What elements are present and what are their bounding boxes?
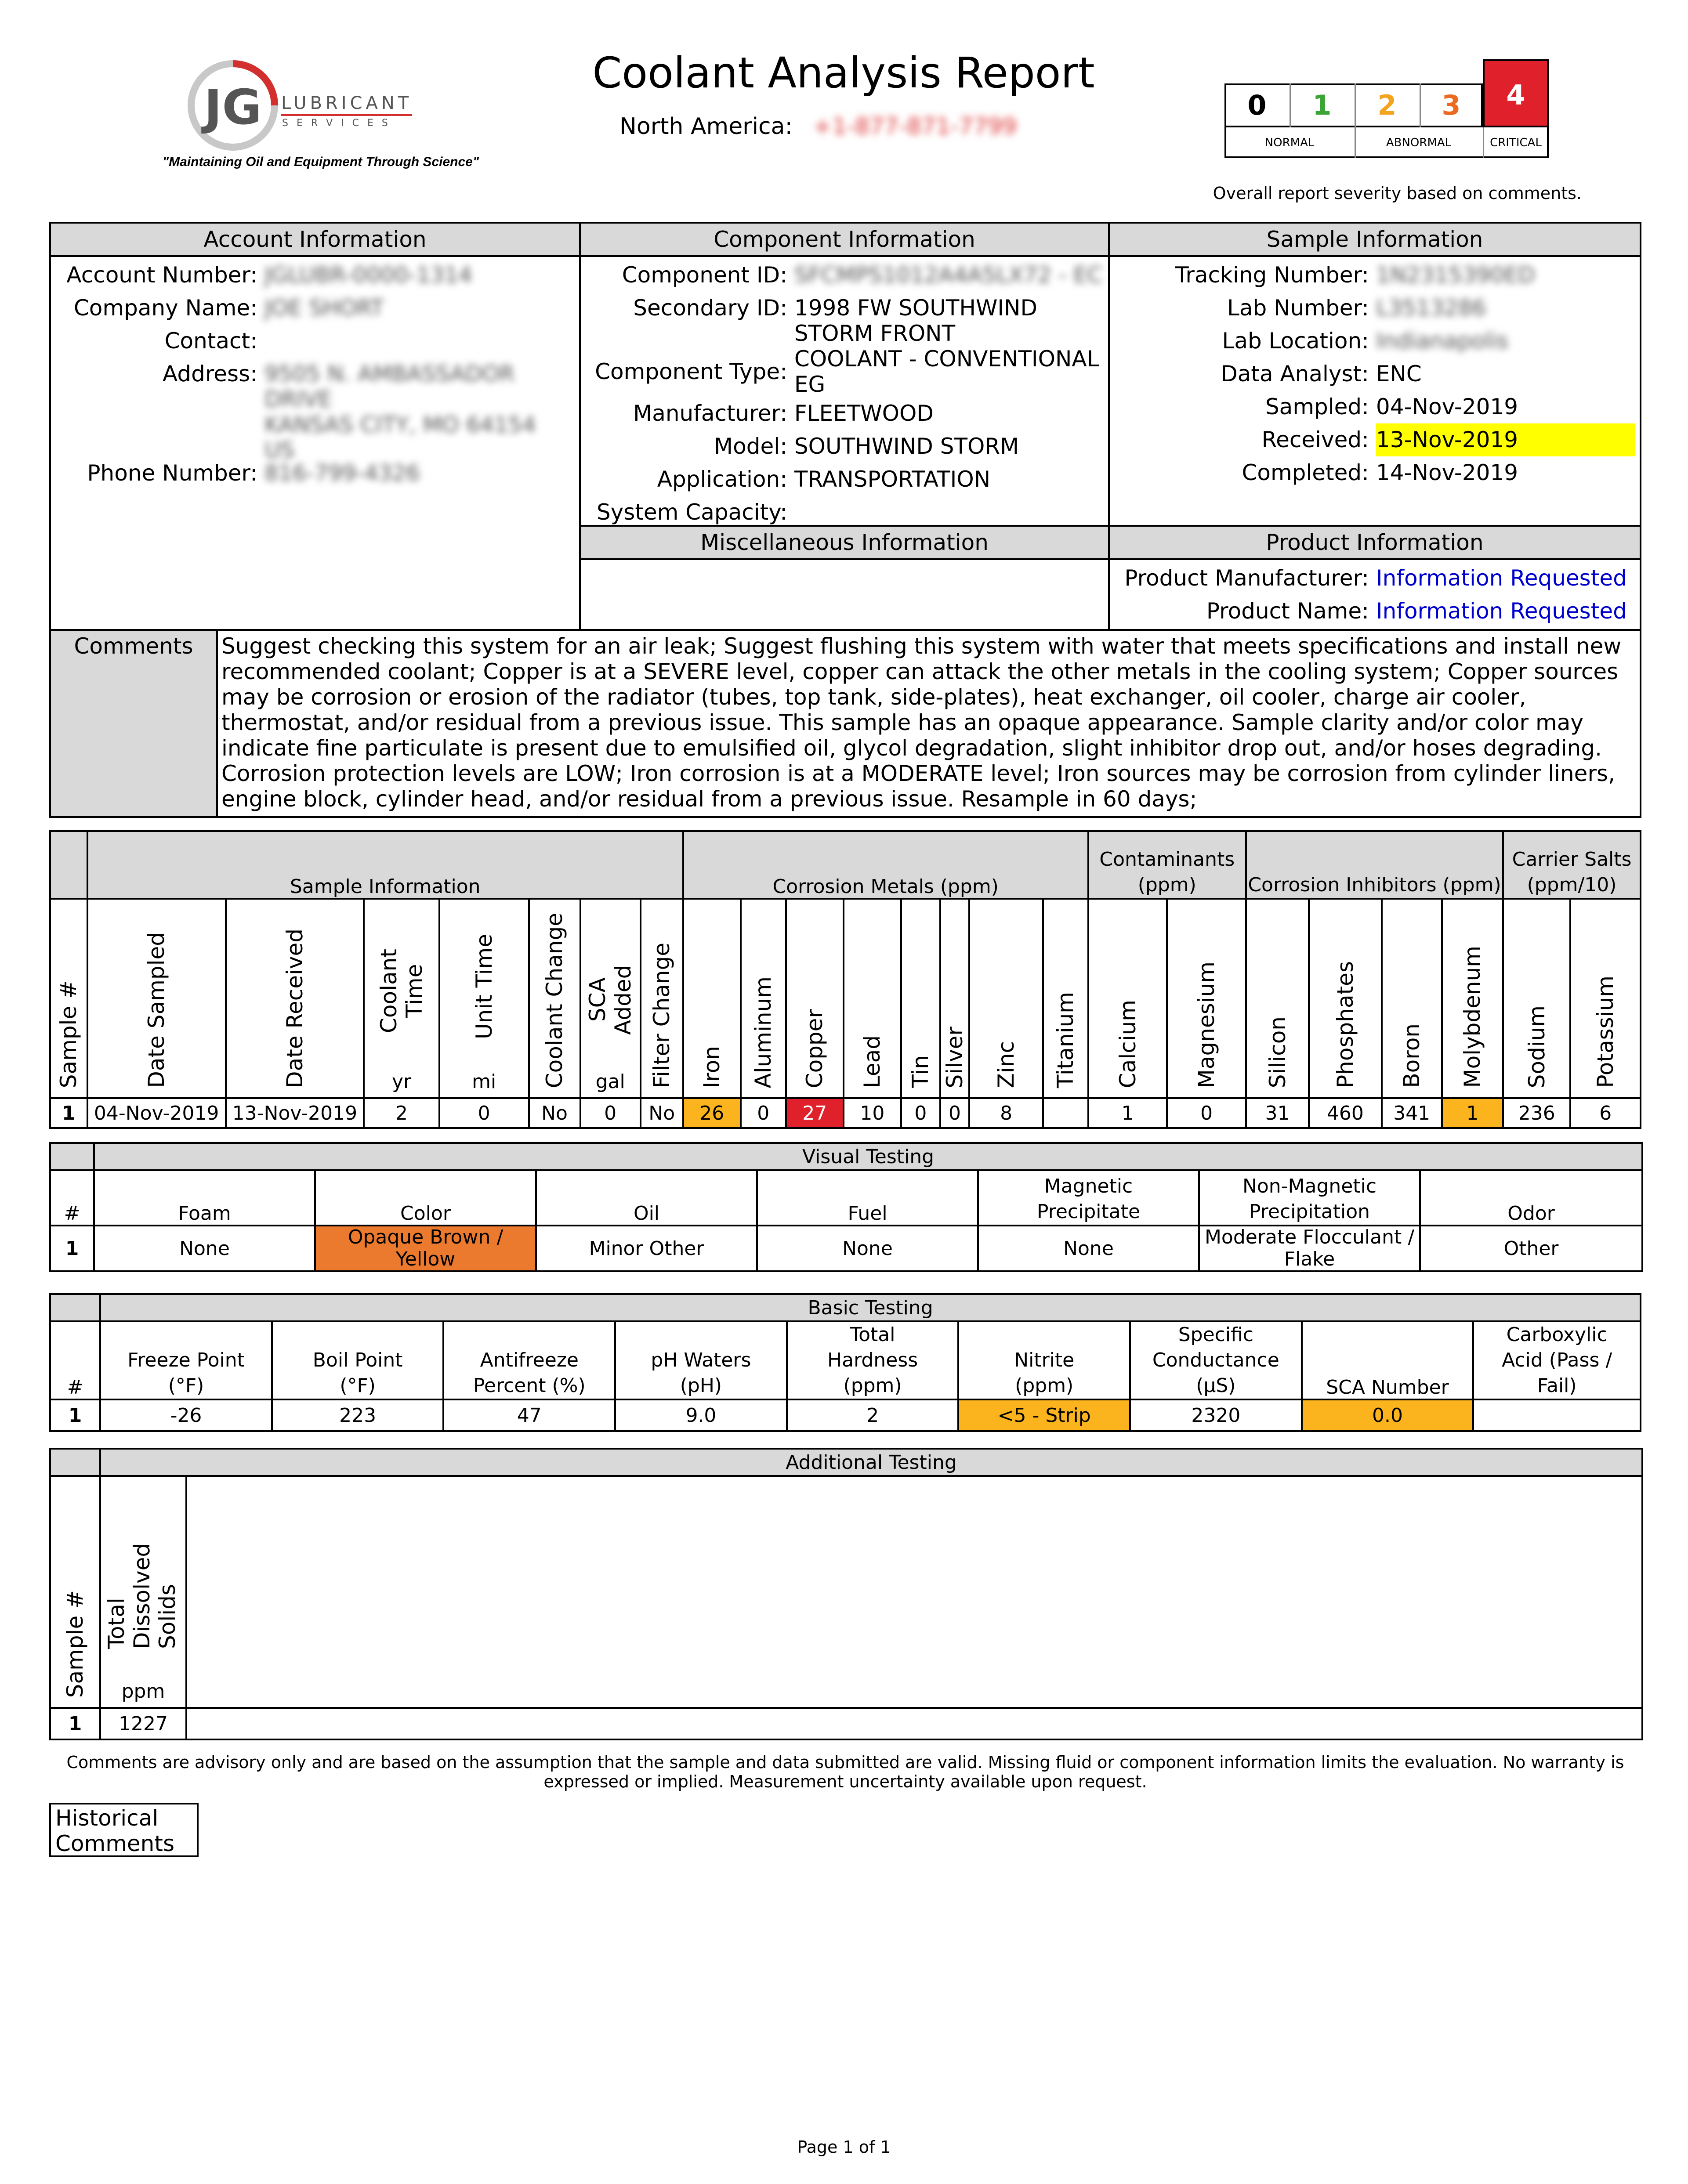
sample-info-title: Sample Information	[1110, 224, 1640, 257]
col-unit-time	[439, 899, 529, 1098]
table-row	[50, 1708, 1642, 1739]
col-phosphates	[1309, 899, 1381, 1098]
col-label: Unit Time	[471, 933, 497, 1039]
secondary-id-label: Secondary ID:	[633, 295, 787, 321]
model: SOUTHWIND STORM	[794, 434, 1019, 459]
cell-aluminum: 0	[741, 1098, 786, 1128]
sample-info-panel	[1108, 222, 1641, 527]
col-label: Boron	[1399, 1023, 1425, 1088]
severity-note: Overall report severity based on comments.	[1213, 184, 1582, 203]
cell-calcium: 1	[1088, 1098, 1167, 1128]
cell-conductance: 2320	[1130, 1399, 1302, 1431]
col-silver	[940, 899, 970, 1098]
application-label: Application:	[657, 466, 787, 492]
group-blank	[50, 831, 87, 899]
cell-molybdenum: 1	[1442, 1098, 1503, 1128]
cell-date-received: 13-Nov-2019	[226, 1098, 364, 1128]
col-num: #	[50, 1321, 100, 1399]
cell-filter-change: No	[641, 1098, 683, 1128]
account-number: JGLUBR-0000-1314	[264, 262, 472, 288]
account-info-panel	[49, 222, 581, 631]
col-aluminum	[741, 899, 786, 1098]
col-label: Total Dissolved Solids	[104, 1543, 180, 1649]
cell-date-sampled: 04-Nov-2019	[87, 1098, 226, 1128]
report-title: Coolant Analysis Report	[592, 48, 1095, 98]
metals-column-header	[50, 899, 1641, 1098]
group-sample-info: Sample Information	[87, 831, 683, 899]
product-name: Information Requested	[1376, 598, 1627, 624]
tracking-number-label: Tracking Number:	[1175, 262, 1369, 288]
cell-silver: 0	[940, 1098, 970, 1128]
basic-testing-table	[49, 1293, 1641, 1432]
cell-unit-time: 0	[439, 1098, 529, 1128]
region-contact	[619, 113, 1017, 140]
component-fields	[581, 259, 1103, 529]
cell-color: Opaque Brown / Yellow	[315, 1226, 536, 1271]
lab-number: L3513286	[1376, 295, 1486, 321]
cell-oil: Minor Other	[536, 1226, 757, 1271]
disclaimer	[49, 1753, 1641, 1791]
col-tin	[901, 899, 940, 1098]
col-label: Coolant Time	[376, 949, 427, 1033]
component-type	[794, 346, 1099, 397]
region-label: North America:	[619, 113, 793, 140]
cell-ph: 9.0	[615, 1399, 787, 1431]
col-fuel: Fuel	[757, 1170, 978, 1226]
col-label: Lead	[859, 1035, 885, 1088]
logo-brand: LUBRICANT	[281, 93, 412, 116]
blank-cell	[50, 1449, 100, 1476]
table-row	[50, 1226, 1642, 1271]
lab-number-label: Lab Number:	[1227, 295, 1369, 321]
col-coolant-change	[529, 899, 580, 1098]
cell-coolant-time: 2	[364, 1098, 439, 1128]
cell-titanium	[1043, 1098, 1088, 1128]
comment-line: Corrosion protection levels are LOW; Iron corrosion is at a MODERATE level; Iron sources may be corrosion from cylinder liners,	[221, 761, 1615, 786]
col-lead	[844, 899, 901, 1098]
col-oil: Oil	[536, 1170, 757, 1226]
col-label: Date Sampled	[144, 932, 170, 1088]
lab-location: Indianapolis	[1376, 328, 1509, 354]
model-label: Model:	[714, 434, 787, 459]
comments-text	[216, 629, 1641, 818]
component-type-label: Component Type:	[595, 359, 787, 384]
col-sample-num	[50, 899, 87, 1098]
col-molybdenum	[1442, 899, 1503, 1098]
col-filter-change	[641, 899, 683, 1098]
product-name-label: Product Name:	[1206, 598, 1369, 624]
col-freeze-point: Freeze Point (°F)	[100, 1321, 272, 1399]
comment-line: thermostat, and/or residual from a previous issue. This sample has an opaque appearance. Sample clarity and/or color may	[221, 710, 1583, 735]
cell-boil-point: 223	[272, 1399, 444, 1431]
col-coolant-time	[364, 899, 439, 1098]
phone: 816-799-4326	[264, 460, 420, 486]
logo-tagline: "Maintaining Oil and Equipment Through Science"	[162, 155, 479, 169]
component-type-line-2: EG	[794, 372, 826, 397]
col-unit: gal	[595, 1070, 625, 1093]
cell-tds: 1227	[100, 1708, 186, 1739]
completed-date: 14-Nov-2019	[1376, 460, 1518, 485]
col-odor: Odor	[1420, 1170, 1642, 1226]
comment-line: Suggest checking this system for an air leak; Suggest flushing this system with water that meets specifications and install new	[221, 633, 1622, 659]
cell-non-magnetic: Moderate Flocculant / Flake	[1199, 1226, 1420, 1271]
company-name: JOE SHORT	[264, 295, 384, 321]
misc-info-panel	[579, 525, 1110, 631]
col-label: Coolant Change	[542, 912, 568, 1088]
col-label: Sodium	[1524, 1005, 1550, 1088]
col-label: Molybdenum	[1460, 946, 1485, 1088]
contact-label: Contact:	[164, 328, 257, 354]
address-line-2: DRIVE	[264, 387, 332, 412]
metals-table	[49, 830, 1641, 1129]
col-potassium	[1570, 899, 1641, 1098]
address-line-4: US	[264, 438, 295, 463]
address	[264, 358, 536, 463]
col-carboxylic: Carboxylic Acid (Pass / Fail)	[1473, 1321, 1641, 1399]
cell-num: 1	[50, 1226, 94, 1271]
company-name-label: Company Name:	[73, 295, 257, 321]
col-label: Sample #	[56, 980, 82, 1088]
account-number-label: Account Number:	[66, 262, 257, 288]
severity-level-4: 4	[1483, 59, 1549, 127]
product-info-panel	[1108, 525, 1641, 631]
col-label: Silicon	[1264, 1016, 1290, 1088]
basic-title: Basic Testing	[100, 1294, 1641, 1321]
col-label: SCA Added	[585, 965, 636, 1035]
received-label: Received:	[1261, 427, 1369, 452]
col-hardness: Total Hardness (ppm)	[787, 1321, 959, 1399]
basic-header-row	[50, 1321, 1641, 1399]
severity-level-0: 0	[1224, 83, 1291, 127]
cell-odor: Other	[1420, 1226, 1642, 1271]
col-label: Calcium	[1115, 999, 1141, 1088]
phone-label: Phone Number:	[87, 460, 257, 486]
col-boron	[1382, 899, 1442, 1098]
col-sample-num	[50, 1476, 100, 1708]
col-date-sampled	[87, 899, 226, 1098]
secondary-id-line-2: STORM FRONT	[794, 321, 956, 346]
col-date-received	[226, 899, 364, 1098]
col-unit: yr	[391, 1070, 412, 1093]
table-row	[50, 1098, 1641, 1128]
cell-sample-num: 1	[50, 1098, 87, 1128]
cell-tin: 0	[901, 1098, 940, 1128]
cell-carboxylic	[1473, 1399, 1641, 1431]
comment-line: engine block, cylinder head, and/or residual from a previous issue. Resample in 60 days;	[221, 786, 1197, 812]
col-unit: ppm	[121, 1680, 165, 1703]
received-date: 13-Nov-2019	[1376, 423, 1635, 456]
col-sodium	[1503, 899, 1570, 1098]
col-antifreeze: Antifreeze Percent (%)	[443, 1321, 615, 1399]
company-logo	[162, 53, 479, 176]
table-row	[50, 1399, 1641, 1431]
component-id-label: Component ID:	[622, 262, 787, 288]
col-label: Potassium	[1593, 976, 1619, 1088]
comment-line: indicate fine particulate is present due to emulsified oil, glycol degradation, slight inhibitor drop out, and/or hoses degrading.	[221, 735, 1602, 761]
group-carrier-salts: Carrier Salts (ppm/10)	[1503, 831, 1641, 899]
severity-label-critical: CRITICAL	[1490, 136, 1542, 149]
logo-services: S E R V I C E S	[282, 118, 391, 129]
blank-cell	[50, 1143, 94, 1170]
col-ph: pH Waters (pH)	[615, 1321, 787, 1399]
col-color: Color	[315, 1170, 536, 1226]
col-label: Silver	[942, 1026, 968, 1088]
cell-sample-num: 1	[50, 1708, 100, 1739]
col-magnesium	[1167, 899, 1246, 1098]
cell-sca-added: 0	[580, 1098, 641, 1128]
data-analyst: ENC	[1376, 361, 1422, 387]
basic-title-row	[50, 1294, 1641, 1321]
comments-label: Comments	[49, 629, 218, 818]
cell-phosphates: 460	[1309, 1098, 1381, 1128]
col-label: Iron	[699, 1045, 725, 1088]
cell-foam: None	[94, 1226, 315, 1271]
cell-sca-number: 0.0	[1302, 1399, 1474, 1431]
disclaimer-line-2: expressed or implied. Measurement uncertainty available upon request.	[543, 1772, 1147, 1791]
manufacturer: FLEETWOOD	[794, 401, 934, 426]
component-info-title: Component Information	[581, 224, 1108, 257]
system-capacity-label: System Capacity:	[596, 499, 787, 525]
group-corrosion-inhibitors: Corrosion Inhibitors (ppm)	[1246, 831, 1503, 899]
region-phone: +1-877-871-7799	[813, 113, 1017, 140]
cell-nitrite: <5 - Strip	[958, 1399, 1130, 1431]
address-label: Address:	[163, 361, 257, 387]
component-type-line-1: COOLANT - CONVENTIONAL	[794, 346, 1099, 372]
col-boil-point: Boil Point (°F)	[272, 1321, 444, 1399]
col-label: Magnesium	[1194, 961, 1220, 1088]
additional-title: Additional Testing	[100, 1449, 1642, 1476]
col-magnetic: Magnetic Precipitate	[978, 1170, 1199, 1226]
col-zinc	[969, 899, 1043, 1098]
account-info-title: Account Information	[51, 224, 579, 257]
blank-cell	[186, 1476, 1642, 1708]
col-sca-number: SCA Number	[1302, 1321, 1474, 1399]
metals-group-header	[50, 831, 1641, 899]
logo-letters: JG	[204, 79, 262, 135]
col-conductance: Specific Conductance (µS)	[1130, 1321, 1302, 1399]
cell-boron: 341	[1382, 1098, 1442, 1128]
product-manufacturer: Information Requested	[1376, 565, 1627, 591]
col-label: Sample #	[62, 1590, 88, 1698]
cell-fuel: None	[757, 1226, 978, 1271]
account-fields	[51, 259, 536, 490]
product-manufacturer-label: Product Manufacturer:	[1124, 565, 1369, 591]
col-iron	[683, 899, 741, 1098]
cell-magnesium: 0	[1167, 1098, 1246, 1128]
cell-lead: 10	[844, 1098, 901, 1128]
sampled-label: Sampled:	[1265, 394, 1369, 419]
comment-line: recommended coolant; Copper is at a SEVERE level, copper can attack the other metals in the cooling system; Copper sources	[221, 659, 1619, 684]
col-unit: mi	[472, 1070, 496, 1093]
cell-iron: 26	[683, 1098, 741, 1128]
completed-label: Completed:	[1242, 460, 1369, 485]
secondary-id-line-1: 1998 FW SOUTHWIND	[794, 295, 1038, 321]
cell-antifreeze: 47	[443, 1399, 615, 1431]
col-foam: Foam	[94, 1170, 315, 1226]
visual-title: Visual Testing	[94, 1143, 1642, 1170]
severity-level-3: 3	[1442, 89, 1461, 121]
secondary-id	[794, 295, 1037, 346]
visual-testing-table	[49, 1142, 1643, 1272]
cell-freeze-point: -26	[100, 1399, 272, 1431]
col-nitrite: Nitrite (ppm)	[958, 1321, 1130, 1399]
cell-copper: 27	[786, 1098, 844, 1128]
tracking-number: 1N2315390ED	[1376, 262, 1535, 288]
cell-zinc: 8	[969, 1098, 1043, 1128]
col-label: Titanium	[1053, 991, 1079, 1088]
product-fields	[1110, 562, 1627, 628]
col-label: Zinc	[993, 1041, 1019, 1088]
visual-header-row	[50, 1170, 1642, 1226]
col-tds	[100, 1476, 186, 1708]
severity-label-abnormal: ABNORMAL	[1355, 127, 1484, 158]
sampled-date: 04-Nov-2019	[1376, 394, 1518, 419]
data-analyst-label: Data Analyst:	[1221, 361, 1369, 387]
historical-comments-label: Historical Comments	[49, 1803, 199, 1857]
component-info-panel	[579, 222, 1110, 527]
visual-title-row	[50, 1143, 1642, 1170]
cell-sodium: 236	[1503, 1098, 1570, 1128]
additional-header-row	[50, 1476, 1642, 1708]
severity-level-2: 2	[1355, 83, 1421, 127]
col-label: Filter Change	[649, 942, 675, 1088]
col-num: #	[50, 1170, 94, 1226]
cell-potassium: 6	[1570, 1098, 1641, 1128]
disclaimer-line-1: Comments are advisory only and are based on the assumption that the sample and data submitted are valid. Missing fluid or component information limits the evaluation. No warranty is	[66, 1753, 1624, 1772]
col-titanium	[1043, 899, 1088, 1098]
product-info-title: Product Information	[1110, 527, 1640, 560]
sample-fields	[1110, 259, 1640, 489]
lab-location-label: Lab Location:	[1222, 328, 1369, 354]
col-sca-added	[580, 899, 641, 1098]
col-calcium	[1088, 899, 1167, 1098]
address-line-1: 9505 N. AMBASSADOR	[264, 361, 515, 387]
additional-title-row	[50, 1449, 1642, 1476]
manufacturer-label: Manufacturer:	[633, 401, 787, 426]
col-label: Aluminum	[750, 976, 776, 1088]
cell-coolant-change: No	[529, 1098, 580, 1128]
cell-num: 1	[50, 1399, 100, 1431]
col-label: Date Received	[282, 929, 308, 1088]
group-corrosion-metals: Corrosion Metals (ppm)	[683, 831, 1088, 899]
col-silicon	[1246, 899, 1309, 1098]
severity-level-1: 1	[1290, 83, 1356, 127]
severity-label-normal: NORMAL	[1224, 127, 1356, 158]
cell-hardness: 2	[787, 1399, 959, 1431]
cell-magnetic: None	[978, 1226, 1199, 1271]
misc-info-title: Miscellaneous Information	[581, 527, 1108, 560]
col-label: Tin	[908, 1055, 934, 1088]
col-label: Copper	[802, 1009, 828, 1088]
cell-silicon: 31	[1246, 1098, 1309, 1128]
additional-testing-table	[49, 1448, 1643, 1740]
blank-cell	[186, 1708, 1642, 1739]
comment-line: may be corrosion or erosion of the radiator (tubes, top tank, side-plates), heat exchanger, oil cooler, charge air cooler,	[221, 684, 1526, 710]
page-number: Page 1 of 1	[797, 2137, 891, 2157]
group-contaminants: Contaminants (ppm)	[1088, 831, 1246, 899]
col-copper	[786, 899, 844, 1098]
address-line-3: KANSAS CITY, MO 64154	[264, 412, 536, 438]
col-non-magnetic: Non-Magnetic Precipitation	[1199, 1170, 1420, 1226]
application: TRANSPORTATION	[794, 466, 991, 492]
component-id: SFCMPS1012A4A5LX72 - EC	[794, 262, 1103, 288]
blank-cell	[50, 1294, 100, 1321]
col-label: Phosphates	[1332, 961, 1358, 1088]
